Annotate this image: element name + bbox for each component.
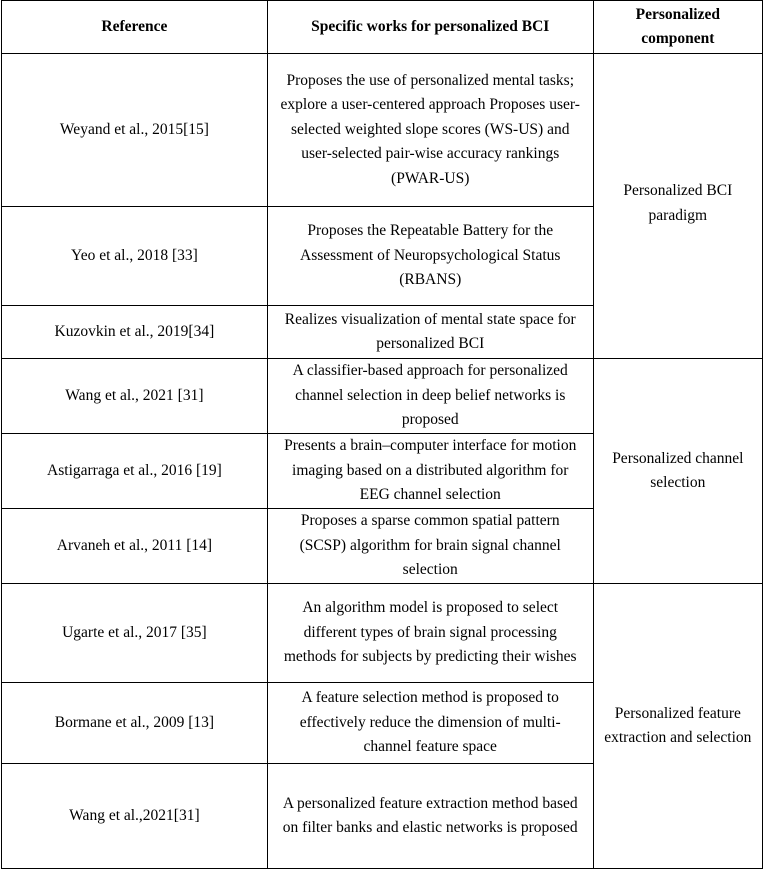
cell-reference: Weyand et al., 2015[15] (2, 54, 268, 207)
header-component: Personalized component (593, 1, 762, 54)
cell-work: A personalized feature extraction method based on filter banks and elastic networks is proposed (267, 764, 593, 869)
cell-work: A feature selection method is proposed to effectively reduce the dimension of multi-channel feature space (267, 683, 593, 764)
cell-work: A classifier-based approach for personalized channel selection in deep belief networks is proposed (267, 359, 593, 434)
cell-reference: Arvaneh et al., 2011 [14] (2, 509, 268, 584)
cell-reference: Ugarte et al., 2017 [35] (2, 584, 268, 683)
table-row (2, 359, 763, 434)
bci-table (1, 0, 763, 869)
cell-reference: Wang et al.,2021[31] (2, 764, 268, 869)
cell-work: Realizes visualization of mental state space for personalized BCI (267, 306, 593, 359)
header-works: Specific works for personalized BCI (267, 1, 593, 54)
table-row (2, 584, 763, 683)
cell-reference: Astigarraga et al., 2016 [19] (2, 434, 268, 509)
cell-component: Personalized feature extraction and selection (593, 584, 762, 869)
cell-reference: Wang et al., 2021 [31] (2, 359, 268, 434)
cell-component: Personalized channel selection (593, 359, 762, 584)
table-row (2, 54, 763, 207)
cell-work: Presents a brain–computer interface for motion imaging based on a distributed algorithm for EEG channel selection (267, 434, 593, 509)
cell-work: Proposes the Repeatable Battery for the Assessment of Neuropsychological Status (RBANS) (267, 207, 593, 306)
header-row (2, 1, 763, 54)
cell-reference: Bormane et al., 2009 [13] (2, 683, 268, 764)
cell-reference: Yeo et al., 2018 [33] (2, 207, 268, 306)
cell-work: An algorithm model is proposed to select different types of brain signal processing methods for subjects by predicting their wishes (267, 584, 593, 683)
cell-reference: Kuzovkin et al., 2019[34] (2, 306, 268, 359)
cell-work: Proposes a sparse common spatial pattern (SCSP) algorithm for brain signal channel selection (267, 509, 593, 584)
header-reference: Reference (2, 1, 268, 54)
cell-component: Personalized BCI paradigm (593, 54, 762, 359)
cell-work: Proposes the use of personalized mental tasks; explore a user-centered approach Proposes user-selected weighted slope scores (WS-US) and user-selected pair-wise accuracy rankings (PWAR-US) (267, 54, 593, 207)
